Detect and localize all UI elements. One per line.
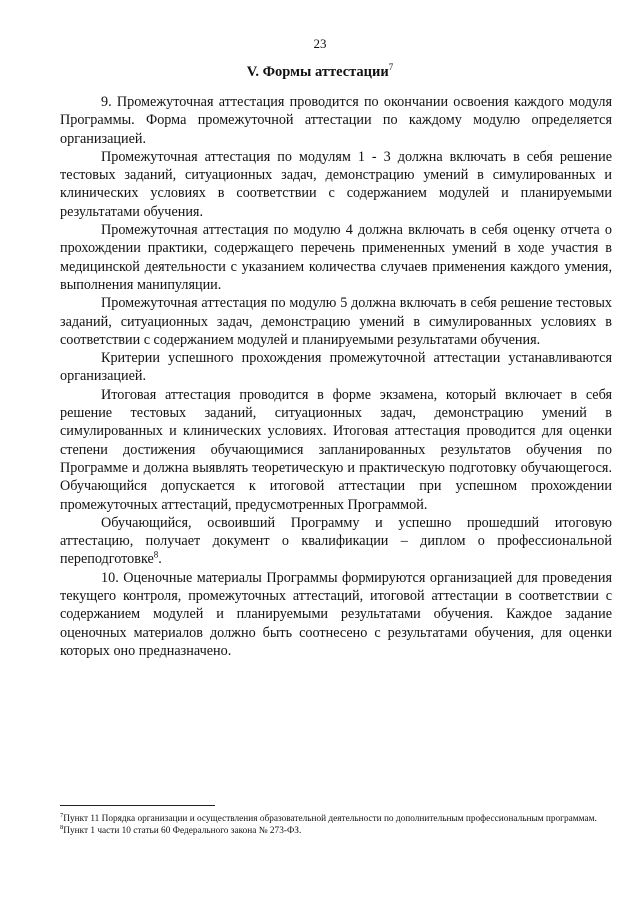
footnotes <box>60 813 612 838</box>
footnote-ref-7: 7 <box>388 62 394 72</box>
paragraph-module-5: Промежуточная аттестация по модулю 5 должна включать в себя решение тестовых заданий, ситуационных задач, демонстрацию умений в симулированных условиях в соответствии с содержанием модулей и планируемыми результатами обучения. <box>60 295 612 348</box>
footnote-text: Пункт 1 части 10 статьи 60 Федерального закона № 273-ФЗ. <box>63 826 302 837</box>
document-body <box>60 93 612 660</box>
paragraph-diploma <box>60 514 612 569</box>
footnote-7 <box>60 813 612 825</box>
footnote-mark: 8 <box>60 824 64 832</box>
paragraph-diploma-text: Обучающийся, освоивший Программу и успешно прошедший итоговую аттестацию, получает документ о квалификации – диплом о профессиональной переподготовке <box>60 514 612 568</box>
paragraph-module-4: Промежуточная аттестация по модулю 4 должна включать в себя оценку отчета о прохождении практики, содержащего перечень примененных умений в ходе участия в медицинской деятельности с указанием количества случаев применения каждого умения, выполнения манипуляции. <box>60 222 612 293</box>
paragraph-modules-1-3: Промежуточная аттестация по модулям 1 - 3 должна включать в себя решение тестовых заданий, ситуационных задач, демонстрацию умений в симулированных и клинических условиях в соответствии с содержанием модулей и планируемыми результатами обучения. <box>60 148 612 220</box>
footnote-8 <box>60 825 612 837</box>
page-number: 23 <box>313 36 327 51</box>
paragraph-10: 10. Оценочные материалы Программы формируются организацией для проведения текущего контроля, промежуточных аттестаций, итоговой аттестации в соответствии с содержанием модулей и планируемыми результатами обучения. Каждое задание оценочных материалов должно быть соотнесено с результатами обучения, для оценки которых оно предназначено. <box>60 569 612 659</box>
section-title <box>60 62 580 81</box>
section-title-text: V. Формы аттестации <box>246 63 389 80</box>
footnote-separator <box>60 805 215 806</box>
paragraph-9: 9. Промежуточная аттестация проводится по окончании освоения каждого модуля Программы. Форма промежуточной аттестации по каждому модулю определяется организацией. <box>60 94 612 147</box>
paragraph-final-attestation: Итоговая аттестация проводится в форме экзамена, который включает в себя решение тестовых заданий, ситуационных задач, демонстрацию умений в симулированных и клинических условиях. Итоговая аттестация проводится для оценки степени достижения обучающимися запланированных результатов обучения по Программе и должна выявлять теоретическую и практическую подготовку обучающегося. Обучающийся допускается к итоговой аттестации при успешном прохождении промежуточных аттестаций, предусмотренных Программой. <box>60 386 612 513</box>
footnote-text: Пункт 11 Порядка организации и осуществления образовательной деятельности по дополнительным профессиональным программам. <box>63 814 597 824</box>
paragraph-criteria: Критерии успешного прохождения промежуточной аттестации устанавливаются организацией. <box>60 350 612 385</box>
paragraph-diploma-end: . <box>158 551 162 568</box>
footnote-ref-8: 8 <box>153 549 159 560</box>
footnote-mark: 7 <box>60 811 64 819</box>
